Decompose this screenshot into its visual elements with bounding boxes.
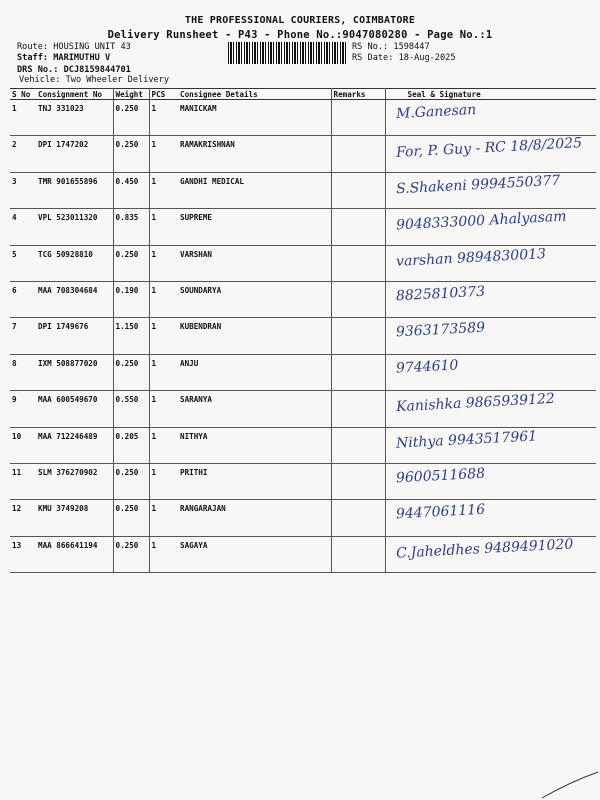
table-row xyxy=(10,427,596,463)
col-weight: Weight xyxy=(113,89,149,100)
row-consignee: ANJU xyxy=(178,354,331,390)
row-weight: 0.250 xyxy=(113,536,149,572)
row-remarks xyxy=(331,136,385,172)
row-signature-cell xyxy=(385,172,596,208)
handwritten-signature: C.Jaheldhes 9489491020 xyxy=(395,536,574,562)
row-pcs: 1 xyxy=(149,318,178,354)
table-row xyxy=(10,391,596,427)
row-pcs: 1 xyxy=(149,209,178,245)
row-weight: 0.835 xyxy=(113,209,149,245)
vehicle-value: Two Wheeler Delivery xyxy=(65,75,170,85)
table-row xyxy=(10,281,596,317)
rs-date-value: 18-Aug-2025 xyxy=(398,53,456,63)
row-consignee: PRITHI xyxy=(178,463,331,499)
col-sno: S No xyxy=(10,89,36,100)
row-pcs: 1 xyxy=(149,500,178,536)
row-weight: 0.205 xyxy=(113,427,149,463)
row-sno: 13 xyxy=(10,536,36,572)
drs-line xyxy=(17,65,131,75)
row-pcs: 1 xyxy=(149,172,178,208)
row-consignment-no: DPI 1747202 xyxy=(36,136,113,172)
vehicle-label: Vehicle: xyxy=(19,75,61,85)
col-pcs: PCS xyxy=(149,89,178,100)
row-signature-cell xyxy=(385,209,596,245)
barcode-icon xyxy=(228,42,346,64)
row-sno: 7 xyxy=(10,318,36,354)
row-weight: 0.250 xyxy=(113,354,149,390)
row-weight: 0.190 xyxy=(113,281,149,317)
row-remarks xyxy=(331,209,385,245)
handwritten-signature: varshan 9894830013 xyxy=(395,245,546,270)
route-value: HOUSING UNIT 43 xyxy=(53,42,131,52)
table-row xyxy=(10,100,596,136)
row-pcs: 1 xyxy=(149,463,178,499)
rs-date-label: RS Date: xyxy=(352,53,394,63)
row-sno: 11 xyxy=(10,463,36,499)
row-consignee: GANDHI MEDICAL xyxy=(178,172,331,208)
row-signature-cell xyxy=(385,427,596,463)
row-sno: 4 xyxy=(10,209,36,245)
row-consignment-no: KMU 3749208 xyxy=(36,500,113,536)
row-consignee: SUPREME xyxy=(178,209,331,245)
row-consignment-no: MAA 866641194 xyxy=(36,536,113,572)
row-consignment-no: MAA 708304684 xyxy=(36,281,113,317)
row-sno: 8 xyxy=(10,354,36,390)
row-signature-cell xyxy=(385,500,596,536)
row-signature-cell xyxy=(385,391,596,427)
rs-no-value: 1598447 xyxy=(393,42,430,52)
row-sno: 12 xyxy=(10,500,36,536)
row-consignee: VARSHAN xyxy=(178,245,331,281)
row-weight: 0.450 xyxy=(113,172,149,208)
row-consignment-no: MAA 600549670 xyxy=(36,391,113,427)
table-row xyxy=(10,500,596,536)
rs-date-line xyxy=(352,53,456,63)
row-sno: 6 xyxy=(10,281,36,317)
row-pcs: 1 xyxy=(149,281,178,317)
table-row xyxy=(10,209,596,245)
pen-stroke-icon xyxy=(540,770,600,800)
row-weight: 0.250 xyxy=(113,245,149,281)
handwritten-signature: S.Shakeni 9994550377 xyxy=(395,172,561,198)
row-consignment-no: VPL 523011320 xyxy=(36,209,113,245)
handwritten-signature: M.Ganesan xyxy=(395,101,477,123)
row-signature-cell xyxy=(385,463,596,499)
row-consignee: NITHYA xyxy=(178,427,331,463)
row-signature-cell xyxy=(385,100,596,136)
handwritten-signature: 9600511688 xyxy=(395,465,485,487)
handwritten-signature: Nithya 9943517961 xyxy=(395,427,537,452)
row-sno: 1 xyxy=(10,100,36,136)
handwritten-signature: For, P. Guy - RC 18/8/2025 xyxy=(395,135,582,162)
staff-label: Staff: xyxy=(17,53,49,63)
row-consignee: SAGAYA xyxy=(178,536,331,572)
row-pcs: 1 xyxy=(149,427,178,463)
col-consignment-no: Consignment No xyxy=(36,89,113,100)
runsheet-title: Delivery Runsheet - P43 - Phone No.:9047080280 - Page No.:1 xyxy=(107,29,493,41)
table-row xyxy=(10,172,596,208)
drs-label: DRS No.: xyxy=(17,65,59,75)
row-pcs: 1 xyxy=(149,245,178,281)
table-row xyxy=(10,354,596,390)
row-pcs: 1 xyxy=(149,391,178,427)
row-consignee: SOUNDARYA xyxy=(178,281,331,317)
col-remarks: Remarks xyxy=(331,89,385,100)
row-consignee: KUBENDRAN xyxy=(178,318,331,354)
row-pcs: 1 xyxy=(149,136,178,172)
row-remarks xyxy=(331,463,385,499)
row-signature-cell xyxy=(385,245,596,281)
row-remarks xyxy=(331,500,385,536)
row-consignment-no: SLM 376270902 xyxy=(36,463,113,499)
handwritten-signature: 9363173589 xyxy=(395,320,485,341)
table-row xyxy=(10,318,596,354)
row-signature-cell xyxy=(385,318,596,354)
row-pcs: 1 xyxy=(149,536,178,572)
route-line xyxy=(17,42,131,52)
row-consignment-no: TCG 50928810 xyxy=(36,245,113,281)
row-consignment-no: MAA 712246489 xyxy=(36,427,113,463)
handwritten-signature: Kanishka 9865939122 xyxy=(395,390,555,416)
row-signature-cell xyxy=(385,281,596,317)
col-consignee: Consignee Details xyxy=(178,89,331,100)
row-consignment-no: DPI 1749676 xyxy=(36,318,113,354)
handwritten-signature: 9447061116 xyxy=(395,501,485,523)
row-remarks xyxy=(331,536,385,572)
staff-value: MARIMUTHU V xyxy=(53,53,111,63)
row-signature-cell xyxy=(385,354,596,390)
row-remarks xyxy=(331,245,385,281)
row-consignment-no: TNJ 331023 xyxy=(36,100,113,136)
delivery-table xyxy=(10,88,596,573)
row-remarks xyxy=(331,427,385,463)
row-weight: 0.250 xyxy=(113,100,149,136)
table-header-row xyxy=(10,89,596,100)
row-weight: 0.550 xyxy=(113,391,149,427)
vehicle-line xyxy=(19,75,169,85)
row-remarks xyxy=(331,281,385,317)
row-consignment-no: IXM 508877020 xyxy=(36,354,113,390)
rs-no-label: RS No.: xyxy=(352,42,389,52)
row-weight: 0.250 xyxy=(113,500,149,536)
table-row xyxy=(10,136,596,172)
row-consignment-no: TMR 901655896 xyxy=(36,172,113,208)
row-remarks xyxy=(331,100,385,136)
table-row xyxy=(10,463,596,499)
row-weight: 1.150 xyxy=(113,318,149,354)
col-signature: Seal & Signature xyxy=(385,89,596,100)
row-signature-cell xyxy=(385,136,596,172)
company-name: THE PROFESSIONAL COURIERS, COIMBATORE xyxy=(184,15,416,26)
table-row xyxy=(10,245,596,281)
row-consignee: RAMAKRISHNAN xyxy=(178,136,331,172)
row-remarks xyxy=(331,391,385,427)
handwritten-signature: 8825810373 xyxy=(395,283,485,305)
handwritten-signature: 9048333000 Ahalyasam xyxy=(395,208,567,234)
row-sno: 5 xyxy=(10,245,36,281)
row-sno: 9 xyxy=(10,391,36,427)
row-sno: 2 xyxy=(10,136,36,172)
row-weight: 0.250 xyxy=(113,463,149,499)
row-pcs: 1 xyxy=(149,100,178,136)
row-remarks xyxy=(331,318,385,354)
row-sno: 3 xyxy=(10,172,36,208)
row-signature-cell xyxy=(385,536,596,572)
staff-line xyxy=(17,53,110,63)
route-label: Route: xyxy=(17,42,49,52)
row-consignee: RANGARAJAN xyxy=(178,500,331,536)
table-row xyxy=(10,536,596,572)
rs-no-line xyxy=(352,42,430,52)
row-remarks xyxy=(331,354,385,390)
row-consignee: MANICKAM xyxy=(178,100,331,136)
handwritten-signature: 9744610 xyxy=(395,357,459,377)
row-consignee: SARANYA xyxy=(178,391,331,427)
drs-value: DCJ8159844701 xyxy=(63,65,131,75)
row-weight: 0.250 xyxy=(113,136,149,172)
row-remarks xyxy=(331,172,385,208)
row-pcs: 1 xyxy=(149,354,178,390)
row-sno: 10 xyxy=(10,427,36,463)
